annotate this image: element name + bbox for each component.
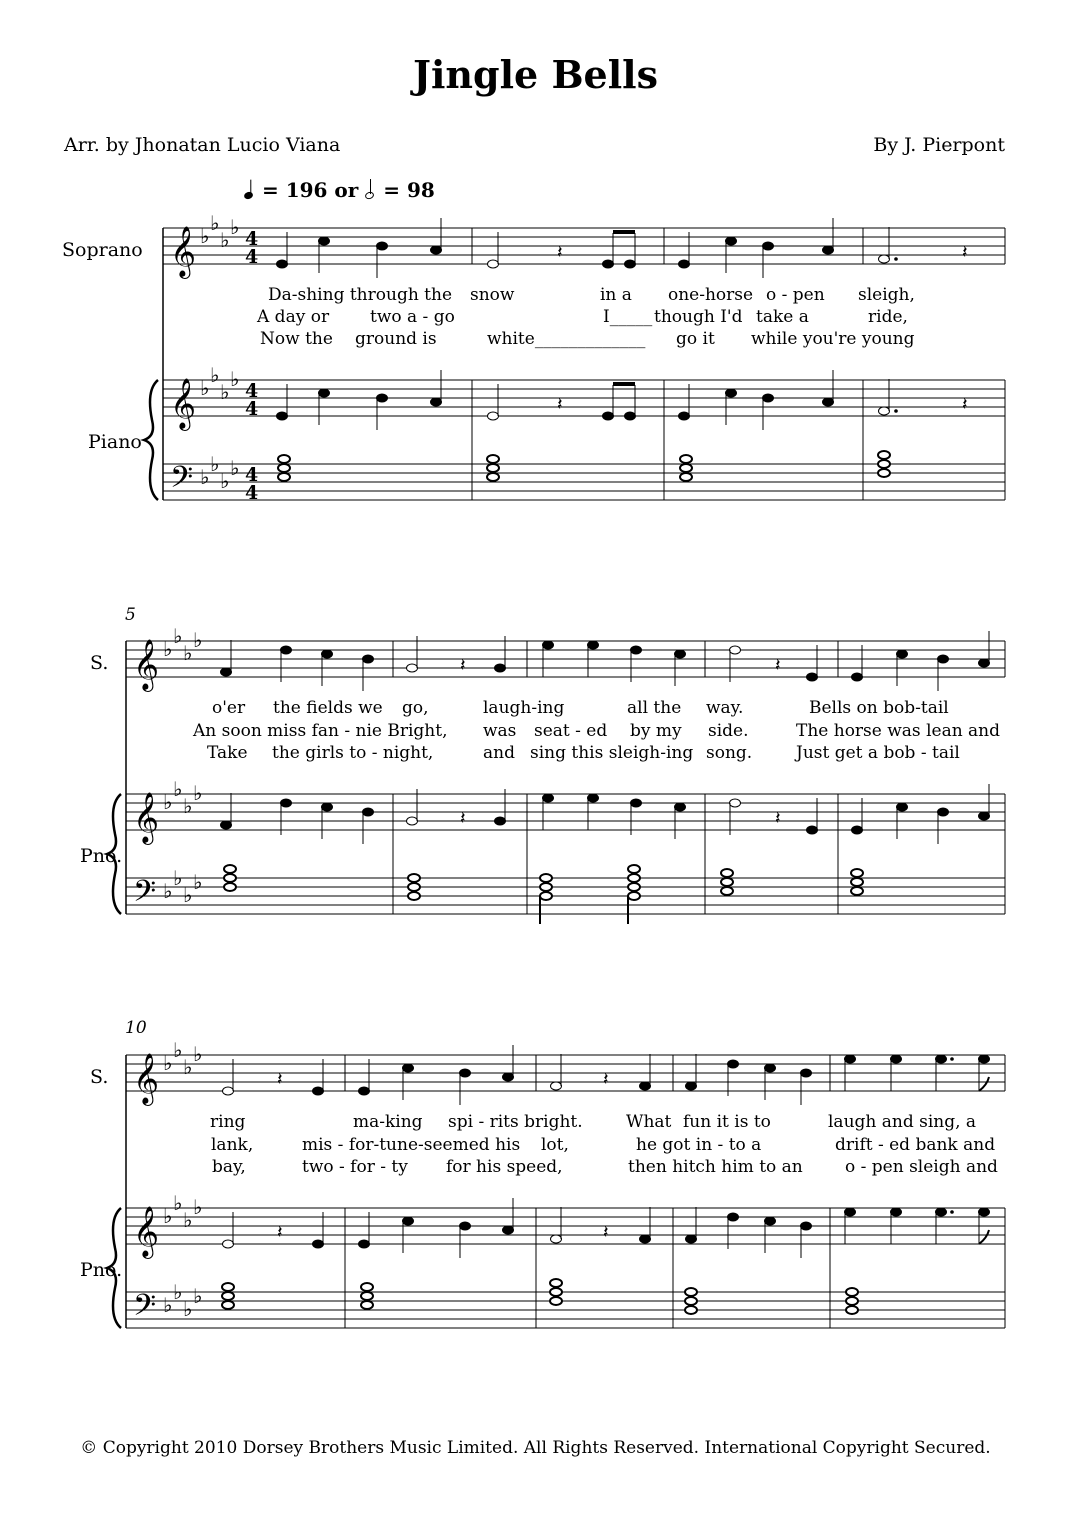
svg-text:♭: ♭ [193, 1195, 203, 1219]
lyrics-system-2 [192, 698, 1000, 763]
lyric: while you're young [751, 329, 915, 349]
svg-text:4: 4 [245, 246, 259, 268]
treble-clef-icon: 𝄞 [133, 1206, 160, 1257]
lyric: ground is [355, 329, 437, 349]
lyric: laugh and sing, a [828, 1112, 977, 1132]
svg-text:𝄽: 𝄽 [603, 1222, 609, 1243]
instrument-label-piano-short: Pno. [80, 1259, 123, 1281]
bass-clef-icon: 𝄢 [170, 461, 194, 502]
lyric: ride, [868, 307, 908, 327]
piano-bass-staff [126, 1292, 1005, 1328]
treble-clef-icon: 𝄞 [170, 226, 197, 277]
lyric: Da-shing through the [268, 285, 453, 305]
treble-clef-icon: 𝄞 [170, 378, 197, 429]
svg-text:♭: ♭ [210, 211, 220, 235]
svg-text:♭: ♭ [173, 777, 183, 801]
svg-text:𝄽: 𝄽 [557, 242, 563, 263]
lyric: Just get a bob - tail [796, 743, 960, 763]
svg-text:♭: ♭ [163, 790, 173, 814]
svg-text:♭: ♭ [230, 215, 240, 239]
lyric: A day or [257, 307, 330, 327]
svg-text:♭: ♭ [200, 465, 210, 489]
svg-text:♭: ♭ [163, 1204, 173, 1228]
soprano-staff [126, 641, 1005, 677]
lyric: go it [676, 329, 715, 349]
svg-text:♭: ♭ [193, 870, 203, 894]
svg-text:𝄽: 𝄽 [277, 1222, 283, 1243]
composer-credit: By J. Pierpont [873, 134, 1005, 156]
soprano-notes-m10-14 [223, 1045, 990, 1105]
svg-text:𝄽: 𝄽 [277, 1069, 283, 1090]
svg-text:♭: ♭ [220, 469, 230, 493]
measure-number: 5 [125, 605, 136, 625]
key-signature-flats [163, 624, 202, 907]
lyric: the fields we [273, 698, 383, 718]
svg-text:𝄽: 𝄽 [775, 808, 781, 829]
lyric: mis - for-tune-seemed his [302, 1135, 521, 1155]
system-1 [62, 211, 1005, 504]
svg-text:𝄽: 𝄽 [460, 655, 466, 676]
svg-text:𝄽: 𝄽 [962, 242, 968, 263]
lyric: lank, [211, 1135, 254, 1155]
svg-text:♭: ♭ [200, 224, 210, 248]
lyric: An soon miss fan - nie Bright, [193, 721, 448, 741]
lyric: sleigh, [858, 285, 915, 305]
lyric: two a - go [370, 307, 455, 327]
svg-text:♭: ♭ [183, 794, 193, 818]
svg-text:♭: ♭ [173, 1280, 183, 1304]
svg-text:♭: ♭ [183, 1208, 193, 1232]
svg-text:♭: ♭ [220, 380, 230, 404]
lyric: song. [706, 743, 753, 763]
svg-text:♭: ♭ [193, 1042, 203, 1066]
lyric: ma-king [353, 1112, 423, 1132]
svg-text:♭: ♭ [193, 1284, 203, 1308]
svg-text:4: 4 [245, 398, 259, 420]
treble-clef-icon: 𝄞 [133, 792, 160, 843]
lyric: I_____ [603, 307, 653, 327]
lyric: one-horse [668, 285, 754, 305]
piano-treble-notes-m5-9 [221, 784, 990, 844]
lyric: was [483, 721, 517, 741]
svg-text:♭: ♭ [183, 641, 193, 665]
piano-bass-staff [126, 878, 1005, 914]
svg-text:♭: ♭ [163, 879, 173, 903]
svg-text:♭: ♭ [210, 452, 220, 476]
score-title: Jingle Bells [412, 52, 658, 97]
lyric: ring [210, 1112, 246, 1132]
svg-text:4: 4 [245, 464, 259, 486]
svg-text:𝄽: 𝄽 [557, 394, 563, 415]
lyric: snow [470, 285, 515, 305]
lyric: Now the [260, 329, 333, 349]
piano-bass-chords-m10-14 [222, 1279, 858, 1314]
instrument-label-piano-short: Pno. [80, 845, 123, 867]
lyric: Take [207, 743, 248, 763]
piano-brace [144, 380, 158, 500]
lyric: The horse was lean and [796, 721, 1001, 741]
soprano-staff [126, 1055, 1005, 1091]
system-2 [80, 605, 1005, 924]
instrument-label-soprano-short: S. [90, 1066, 109, 1088]
svg-text:♭: ♭ [193, 628, 203, 652]
svg-text:♭: ♭ [193, 781, 203, 805]
lyric: o - pen sleigh and [845, 1157, 998, 1177]
tempo-text: = 196 or [261, 178, 359, 202]
measure-number: 10 [125, 1018, 147, 1038]
lyric: lot, [541, 1135, 569, 1155]
arranger-credit: Arr. by Jhonatan Lucio Viana [64, 134, 341, 156]
svg-text:4: 4 [245, 228, 259, 250]
svg-text:♭: ♭ [173, 1191, 183, 1215]
treble-clef-icon: 𝄞 [133, 1053, 160, 1104]
lyric: go, [402, 698, 429, 718]
bass-clef-icon: 𝄢 [133, 875, 157, 916]
svg-text:♭: ♭ [183, 1055, 193, 1079]
instrument-label-soprano: Soprano [62, 239, 143, 261]
lyric: for his speed, [446, 1157, 563, 1177]
lyric: o - pen [766, 285, 825, 305]
system-3 [80, 1018, 1005, 1330]
instrument-label-soprano-short: S. [90, 652, 109, 674]
lyric: side. [708, 721, 749, 741]
svg-text:♭: ♭ [230, 367, 240, 391]
time-signature [245, 228, 258, 504]
lyric: then hitch him to an [628, 1157, 803, 1177]
svg-text:♭: ♭ [230, 456, 240, 480]
treble-clef-icon: 𝄞 [133, 639, 160, 690]
lyric: laugh-ing [483, 698, 565, 718]
lyric: take a [756, 307, 809, 327]
svg-text:♭: ♭ [173, 1038, 183, 1062]
key-signature-flats [163, 1038, 202, 1321]
lyric: and [483, 743, 515, 763]
piano-treble-notes-m10-14 [223, 1198, 990, 1258]
soprano-notes-m1-4 [277, 218, 968, 278]
instrument-label-piano: Piano [88, 431, 142, 453]
lyric: two - for - ty [302, 1157, 408, 1177]
svg-text:♭: ♭ [220, 228, 230, 252]
lyric: all the [627, 698, 682, 718]
lyric: the girls to - night, [272, 743, 434, 763]
lyric: white_____________ [487, 329, 646, 349]
lyric: spi - rits bright. [448, 1112, 583, 1132]
piano-bass-chords-m5-9 [224, 865, 863, 924]
key-signature-flats [200, 211, 239, 493]
svg-text:4: 4 [245, 482, 259, 504]
svg-text:♭: ♭ [183, 883, 193, 907]
svg-text:♭: ♭ [163, 1293, 173, 1317]
lyrics-system-3 [210, 1112, 998, 1177]
svg-text:♭: ♭ [210, 363, 220, 387]
bass-clef-icon: 𝄢 [133, 1289, 157, 1330]
lyric: sing this sleigh-ing [530, 743, 694, 763]
svg-text:4: 4 [245, 380, 259, 402]
tempo-text-2: = 98 [383, 178, 435, 202]
svg-text:♭: ♭ [173, 866, 183, 890]
svg-text:𝄽: 𝄽 [775, 655, 781, 676]
svg-text:♭: ♭ [200, 376, 210, 400]
svg-text:♭: ♭ [163, 1051, 173, 1075]
lyric: by my [630, 721, 682, 741]
svg-text:♭: ♭ [173, 624, 183, 648]
piano-bass-chords-m1-4 [278, 451, 890, 481]
svg-text:𝄽: 𝄽 [603, 1069, 609, 1090]
lyric: in a [600, 285, 632, 305]
lyric: What [626, 1112, 672, 1132]
piano-treble-notes-m1-4 [277, 370, 968, 430]
lyric: Bells on bob-tail [809, 698, 949, 718]
lyric: though I'd [654, 307, 743, 327]
lyric: o'er [212, 698, 246, 718]
lyric: seat - ed [534, 721, 608, 741]
svg-text:𝄽: 𝄽 [460, 808, 466, 829]
svg-text:𝄽: 𝄽 [962, 394, 968, 415]
lyric: bay, [212, 1157, 246, 1177]
lyric: drift - ed bank and [835, 1135, 996, 1155]
copyright-notice: © Copyright 2010 Dorsey Brothers Music Limited. All Rights Reserved. International Copyright Secured. [80, 1438, 991, 1458]
lyrics-system-1 [256, 285, 915, 349]
svg-text:♭: ♭ [163, 637, 173, 661]
lyric: fun it is to [683, 1112, 771, 1132]
lyric: he got in - to a [636, 1135, 762, 1155]
soprano-notes-m5-9 [221, 631, 990, 691]
svg-text:♭: ♭ [183, 1297, 193, 1321]
lyric: way. [706, 698, 744, 718]
